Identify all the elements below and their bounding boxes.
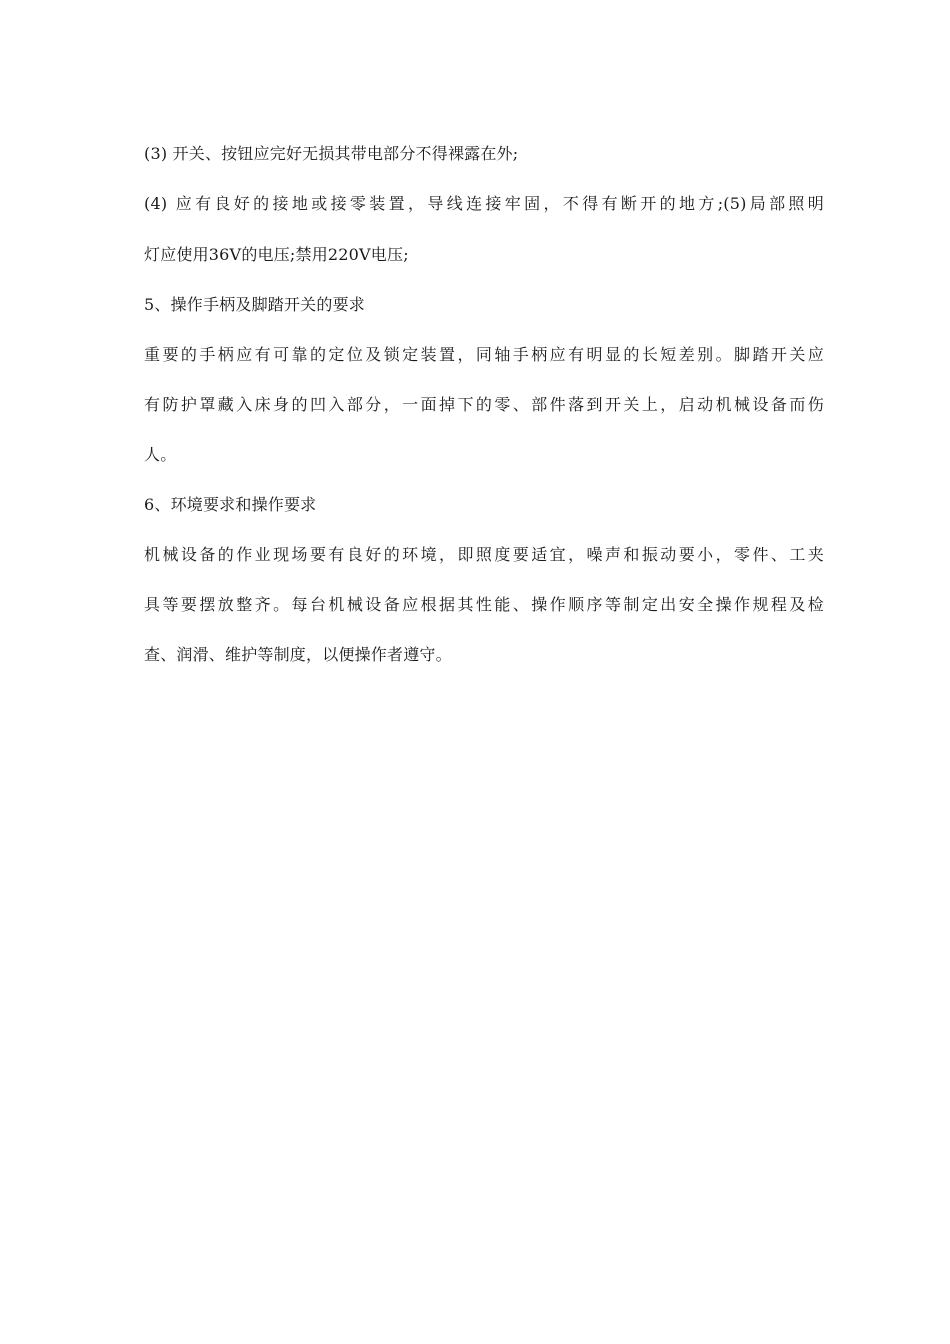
- text-line-item-4: (4) 应有良好的接地或接零装置，导线连接牢固，不得有断开的地方;(5)局部照明: [144, 194, 824, 213]
- text-line-item-3: (3) 开关、按钮应完好无损其带电部分不得裸露在外;: [144, 144, 519, 163]
- paragraph-line: 有防护罩藏入床身的凹入部分，一面掉下的零、部件落到开关上，启动机械设备而伤: [144, 395, 824, 414]
- paragraph-line: 具等要摆放整齐。每台机械设备应根据其性能、操作顺序等制定出安全操作规程及检: [144, 595, 824, 614]
- paragraph-line: 机械设备的作业现场要有良好的环境，即照度要适宜，噪声和振动要小，零件、工夹: [144, 545, 824, 564]
- section-heading-5: 5、操作手柄及脚踏开关的要求: [144, 295, 365, 314]
- text-line-item-5-cont: 灯应使用36V的电压;禁用220V电压;: [144, 245, 409, 264]
- paragraph-line: 人。: [144, 445, 177, 464]
- paragraph-line: 查、润滑、维护等制度，以便操作者遵守。: [144, 645, 452, 664]
- paragraph-line: 重要的手柄应有可靠的定位及锁定装置，同轴手柄应有明显的长短差别。脚踏开关应: [144, 345, 824, 364]
- section-heading-6: 6、环境要求和操作要求: [144, 495, 317, 514]
